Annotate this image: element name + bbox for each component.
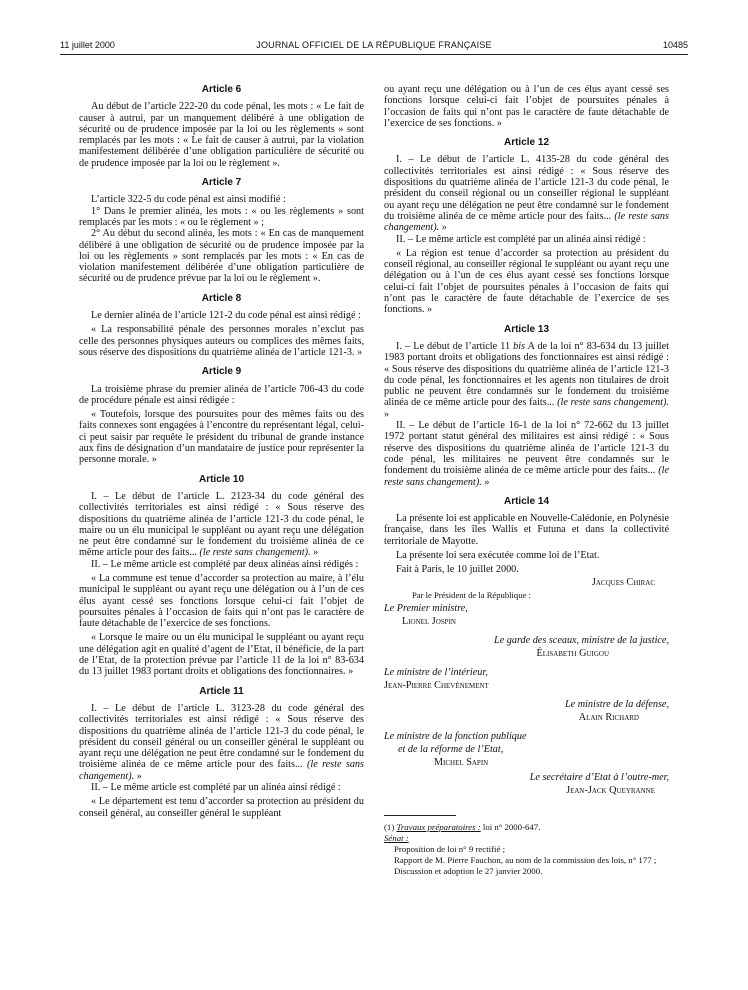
article-8-intro: Le dernier alinéa de l’article 121-2 du code pénal est ainsi rédigé :	[91, 310, 361, 322]
article-10-section-1-end: »	[310, 547, 319, 559]
article-10-title: Article 10	[198, 473, 245, 485]
article-13-section-1-body: A de la loi n° 83-634 du 13 juillet 1983 portant droits et obligations des fonctionnaires est ainsi rédigé : « Sous réserve des dispositions du quatrième alinéa de l’article 121-3 du code pénal, les fonctionnaires et les agents non titulaires de droit public ne peuvent être condamnés sur le fondement du troisième alinéa de ce même article pour des faits...	[384, 340, 669, 409]
footnote-travaux	[384, 822, 669, 833]
article-9-title: Article 9	[201, 366, 242, 378]
article-13-section-1-italic: (le reste sans changement).	[557, 397, 669, 409]
article-10-section-1-text: I. – Le début de l’article L. 2123-34 du code général des collectivités territoriales est ainsi rédigé : « Sous réserve des dispositions du quatrième alinéa de l’article 121-3 du code pénal, le maire ou un élu municipal le suppléant ou ayant reçu une délégation ne peut être condamné sur le fondement du troisième alinéa de ce même article pour des faits...	[79, 490, 364, 559]
signatures-block	[384, 576, 669, 797]
article-11-section-1-italic: (le reste sans changement).	[79, 759, 364, 782]
article-13-section-1-end: »	[384, 408, 390, 420]
article-13-section-1	[384, 341, 669, 420]
article-11-continuation: ou ayant reçu une délégation ou à l’un de ces élus ayant cessé ses fonctions lorsque celui-ci fait l’objet de poursuites pénales à l’occasion de faits qui n’ont pas le caractère de faute détachable de l’exercice de ses fonctions. »	[384, 84, 669, 129]
president-name: Jacques Chirac	[591, 576, 655, 588]
article-11-section-2: II. – Le même article est complété par un alinéa ainsi rédigé :	[91, 782, 341, 794]
article-10-section-1-italic: (le reste sans changement).	[199, 547, 311, 559]
article-7-item-2: 2° Au début du second alinéa, les mots : « En cas de manquement délibéré à une obligation de sécurité ou de prudence imposée par la loi ou les règlements » sont remplacés par les mots : « En cas de violation manifestement délibérée d’une obligation particulière de sécurité ou de prudence prévue par la loi ou le règlement ».	[79, 228, 364, 285]
journal-title: JOURNAL OFFICIEL DE LA RÉPUBLIQUE FRANÇAISE	[256, 40, 492, 50]
article-12-section-2: II. – Le même article est complété par un alinéa ainsi rédigé :	[396, 233, 646, 245]
article-9-quote: « Toutefois, lorsque des poursuites pour des mêmes faits ou des faits connexes sont engagées à l’encontre du représentant légal, celui-ci peut saisir par requête le président du tribunal de grande instance aux fins de désignation d’un mandataire de justice pour représenter la personne morale. »	[79, 409, 364, 466]
left-column	[79, 80, 364, 819]
article-12-quote: « La région est tenue d’accorder sa protection au président du conseil régional, au conseiller régional le suppléant ou ayant reçu une délégation ou à l’un de ces élus ayant cessé ses fonctions lorsque celui-ci fait l’objet de poursuites pénales à l’occasion de faits qui n’ont pas le caractère de faute détachable de l’exercice de ses fonctions. »	[384, 247, 669, 316]
article-11-quote: « Le département est tenu d’accorder sa protection au président du conseil général, au conseiller général le suppléant	[79, 796, 364, 819]
footnote-line-1: Proposition de loi n° 9 rectifié ;	[394, 843, 506, 854]
article-6-title: Article 6	[201, 84, 242, 95]
public-service-minister-title-2: et de la réforme de l’Etat,	[398, 743, 504, 755]
article-10-quote-2: « Lorsque le maire ou un élu municipal le suppléant ou ayant reçu une délégation agit en qualité d’agent de l’Etat, il bénéficie, de la part de l’Etat, de la protection prévue par l’article 11 de la loi n° 83-634 du 13 juillet 1983 portant droits et obligations des fonctionnaires. »	[79, 632, 364, 678]
footnote-loi: loi n° 2000-647.	[480, 821, 541, 832]
footnote-line-3: Discussion et adoption le 27 janvier 2000.	[394, 865, 543, 876]
article-11-section-1-end: »	[134, 770, 142, 782]
article-10-section-2: II. – Le même article est complété par deux alinéas ainsi rédigés :	[91, 558, 359, 570]
par-le-president: Par le Président de la République :	[412, 589, 531, 600]
footnote-travaux-label: Travaux préparatoires :	[396, 821, 481, 832]
article-8-title: Article 8	[201, 292, 242, 304]
article-6-text: Au début de l’article 222-20 du code pénal, les mots : « Le fait de causer à autrui, par un manquement délibéré à une obligation de sécurité ou de prudence imposée par la loi ou les règlements » sont remplacés par les mots : « Le fait de causer à autrui, par la violation manifestement délibérée d’une obligation particulière de sécurité ou de prudence imposée par la loi ou le règlement ».	[79, 101, 364, 169]
article-13-section-2-text: II. – Le début de l’article 16-1 de la loi n° 72-662 du 13 juillet 1972 portant statut général des militaires est ainsi rédigé : « Sous réserve des dispositions du quatrième alinéa de l’article 121-3 du code pénal, les militaires ne peuvent être condamnés sur le fondement du troisième alinéa de ce même article pour des faits...	[384, 420, 669, 477]
article-10-quote-1: « La commune est tenue d’accorder sa protection au maire, à l’élu municipal le suppléant ou ayant reçu une délégation ou à l’un de ces élus ayant cessé ses fonctions lorsque celui-ci fait l’objet de poursuites pénales à l’occasion de faits qui n’ont pas le caractère de faute détachable de l’exercice de ses fonctions.	[79, 572, 364, 630]
footnote	[384, 822, 669, 877]
article-12-title: Article 12	[503, 137, 550, 149]
article-13-bis: bis	[513, 340, 526, 352]
justice-minister-name: Élisabeth Guigou	[536, 647, 609, 659]
public-service-minister-name: Michel Sapin	[434, 756, 489, 768]
justice-minister-title: Le garde des sceaux, ministre de la justice,	[494, 634, 669, 646]
article-13-section-2-end: »	[481, 476, 490, 488]
interior-minister-title: Le ministre de l’intérieur,	[384, 666, 488, 678]
footnote-number: (1)	[384, 821, 397, 832]
page-header	[60, 38, 688, 55]
article-11-section-1-text: I. – Le début de l’article L. 3123-28 du code général des collectivités territoriales est ainsi rédigé : « Sous réserve des dispositions du quatrième alinéa de l’article 121-3 du code pénal, le président du conseil général ou un conseiller général le suppléant ou ayant reçu une délégation ne peut être condamné sur le fondement du troisième alinéa de ce même article pour des faits...	[79, 702, 364, 771]
article-10-section-1	[79, 491, 364, 559]
article-13-section-2	[384, 420, 669, 488]
article-7-item-1: 1° Dans le premier alinéa, les mots : « ou les règlements » sont remplacés par les mots : « ou le règlement » ;	[79, 205, 364, 228]
prime-minister-name: Lionel Jospin	[402, 615, 456, 627]
article-14-text: La présente loi est applicable en Nouvelle-Calédonie, en Polynésie française, dans les îles Wallis et Futuna et dans la collectivité territoriale de Mayotte.	[384, 513, 669, 547]
article-12-section-1-text: I. – Le début de l’article L. 4135-28 du code général des collectivités territoriales est ainsi rédigé : « Sous réserve des dispositions du quatrième alinéa de l’article 121-3 du code pénal, le président du conseil régional ou un conseiller régional le suppléant ou ayant reçu une délégation ne peut être condamné sur le fondement du troisième alinéa de ce même article pour des faits...	[384, 154, 669, 222]
article-12-section-1-italic: (le reste sans changement).	[384, 210, 669, 234]
prime-minister-title: Le Premier ministre,	[384, 602, 468, 614]
article-13-section-2-italic: (le reste sans changement).	[384, 465, 669, 488]
article-14-execution: La présente loi sera exécutée comme loi de l’Etat.	[396, 549, 600, 561]
article-11-section-1	[79, 703, 364, 782]
defense-minister-title: Le ministre de la défense,	[564, 698, 669, 710]
public-service-minister-title-1: Le ministre de la fonction publique	[384, 730, 527, 742]
overseas-secretary-name: Jean-Jack Queyranne	[566, 784, 655, 796]
footnote-divider	[384, 815, 456, 816]
interior-minister-name: Jean-Pierre Chevènement	[384, 679, 489, 691]
overseas-secretary-title: Le secrétaire d’Etat à l’outre-mer,	[529, 771, 669, 783]
place-and-date: Fait à Paris, le 10 juillet 2000.	[396, 564, 519, 576]
article-11-title: Article 11	[199, 685, 244, 697]
footnote-senat: Sénat :	[384, 832, 409, 843]
footnote-line-2: Rapport de M. Pierre Fauchon, au nom de la commission des lois, n° 177 ;	[394, 854, 657, 865]
article-12-section-1	[384, 154, 669, 233]
article-7-intro: L’article 322-5 du code pénal est ainsi modifié :	[91, 194, 286, 206]
header-date: 11 juillet 2000	[60, 40, 115, 50]
article-7-title: Article 7	[201, 177, 242, 189]
right-column	[384, 84, 669, 877]
article-14-title: Article 14	[503, 495, 550, 507]
page-number: 10485	[662, 40, 688, 50]
article-12-section-1-end: »	[439, 222, 447, 234]
article-13-section-1-text: I. – Le début de l’article 11	[396, 340, 514, 352]
article-8-quote: « La responsabilité pénale des personnes morales n’exclut pas celle des personnes physiques auteurs ou complices des mêmes faits, sous réserve des dispositions du quatrième alinéa de l’article 121-3. »	[79, 324, 364, 358]
defense-minister-name: Alain Richard	[578, 711, 639, 723]
article-9-intro: La troisième phrase du premier alinéa de l’article 706-43 du code de procédure pénale est ainsi rédigée :	[79, 383, 364, 406]
article-13-title: Article 13	[503, 323, 550, 335]
